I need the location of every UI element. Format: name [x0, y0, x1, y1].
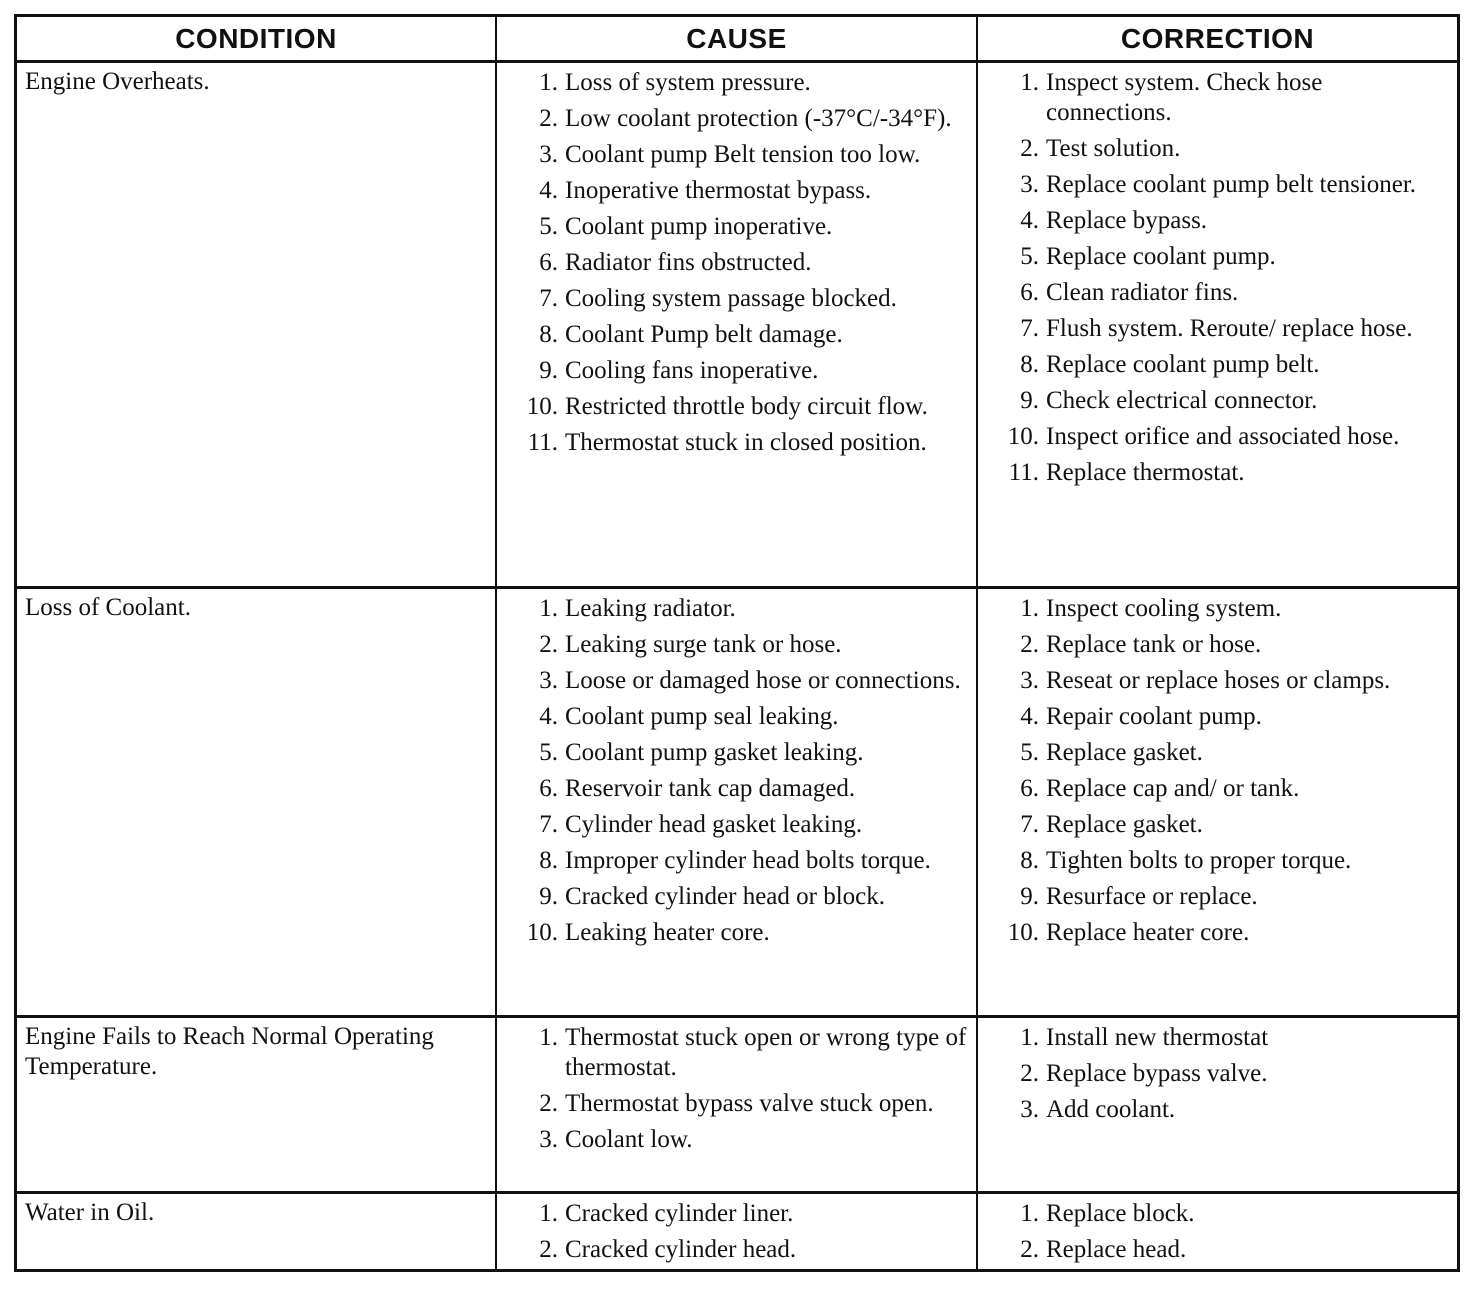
item-number: 10. [1007, 423, 1039, 450]
item-text: Repair coolant pump. [1046, 703, 1262, 730]
item-text: Inoperative thermostat bypass. [565, 177, 872, 204]
correction-cell [978, 1018, 1457, 1194]
correction-cell [978, 1194, 1457, 1269]
item-number: 9. [539, 883, 558, 910]
list-item [497, 1023, 972, 1083]
item-text: Replace block. [1046, 1200, 1195, 1227]
list-item [497, 212, 972, 242]
list-item [978, 1235, 1453, 1265]
list-item [978, 738, 1453, 768]
condition-cell: Loss of Coolant. [17, 589, 497, 1018]
list-item [497, 428, 972, 458]
item-number: 3. [539, 667, 558, 694]
item-text: Inspect cooling system. [1046, 595, 1282, 622]
item-number: 8. [1020, 847, 1039, 874]
list-item [497, 1125, 972, 1155]
item-text: Replace gasket. [1046, 739, 1203, 766]
item-text: Replace thermostat. [1046, 459, 1245, 486]
list-item [978, 1059, 1453, 1089]
item-number: 7. [1020, 811, 1039, 838]
list-item [978, 458, 1453, 488]
list-item [497, 882, 972, 912]
list-item [978, 242, 1453, 272]
item-number: 5. [539, 739, 558, 766]
list-item [978, 846, 1453, 876]
list-item [978, 882, 1453, 912]
cause-cell [497, 589, 978, 1018]
item-number: 1. [1020, 69, 1039, 96]
header-correction: CORRECTION [978, 17, 1457, 63]
list-item [497, 702, 972, 732]
item-number: 3. [1020, 171, 1039, 198]
item-number: 7. [539, 811, 558, 838]
list-item [497, 68, 972, 98]
header-condition: CONDITION [17, 17, 497, 63]
item-number: 1. [1020, 1200, 1039, 1227]
item-number: 5. [1020, 739, 1039, 766]
list-item [497, 1199, 972, 1229]
item-text: Cylinder head gasket leaking. [565, 811, 863, 838]
item-number: 6. [539, 249, 558, 276]
item-text: Coolant pump seal leaking. [565, 703, 839, 730]
list-item [497, 738, 972, 768]
item-text: Replace heater core. [1046, 919, 1250, 946]
item-text: Coolant pump Belt tension too low. [565, 141, 921, 168]
item-text: Cooling fans inoperative. [565, 357, 819, 384]
item-text: Inspect orifice and associated hose. [1046, 423, 1400, 450]
item-text: Coolant pump inoperative. [565, 213, 833, 240]
item-text: Cracked cylinder head or block. [565, 883, 886, 910]
item-text: Cooling system passage blocked. [565, 285, 897, 312]
list-item [978, 810, 1453, 840]
item-number: 2. [539, 1090, 558, 1117]
item-text: Cracked cylinder liner. [565, 1200, 794, 1227]
list-item [978, 702, 1453, 732]
cause-list [497, 1194, 976, 1265]
item-number: 11. [527, 429, 558, 456]
item-number: 9. [1020, 387, 1039, 414]
list-item [978, 918, 1453, 948]
list-item [978, 1023, 1453, 1053]
item-number: 7. [539, 285, 558, 312]
list-item [978, 666, 1453, 696]
item-text: Reservoir tank cap damaged. [565, 775, 856, 802]
item-text: Coolant low. [565, 1126, 693, 1153]
list-item [978, 68, 1453, 128]
item-number: 9. [539, 357, 558, 384]
item-number: 5. [1020, 243, 1039, 270]
item-number: 10. [526, 919, 558, 946]
header-cause: CAUSE [497, 17, 978, 63]
item-text: Radiator fins obstructed. [565, 249, 812, 276]
item-text: Leaking surge tank or hose. [565, 631, 842, 658]
item-text: Replace head. [1046, 1236, 1187, 1263]
item-text: Flush system. Reroute/ replace hose. [1046, 315, 1413, 342]
list-item [978, 134, 1453, 164]
condition-cell: Engine Overheats. [17, 63, 497, 589]
correction-list [978, 1018, 1457, 1125]
cause-list [497, 63, 976, 458]
item-number: 2. [539, 1236, 558, 1263]
item-number: 3. [1020, 667, 1039, 694]
cause-cell [497, 1018, 978, 1194]
item-text: Thermostat bypass valve stuck open. [565, 1090, 934, 1117]
list-item [497, 176, 972, 206]
item-number: 2. [1020, 1060, 1039, 1087]
cause-cell [497, 1194, 978, 1269]
item-number: 2. [1020, 1236, 1039, 1263]
item-number: 6. [1020, 279, 1039, 306]
item-text: Cracked cylinder head. [565, 1236, 797, 1263]
item-number: 2. [539, 105, 558, 132]
item-text: Install new thermostat [1046, 1024, 1269, 1051]
list-item [978, 1199, 1453, 1229]
item-text: Replace cap and/ or tank. [1046, 775, 1300, 802]
item-number: 1. [1020, 1024, 1039, 1051]
item-text: Add coolant. [1046, 1096, 1176, 1123]
item-number: 1. [539, 1200, 558, 1227]
item-number: 3. [1020, 1096, 1039, 1123]
condition-cell: Engine Fails to Reach Normal Operating Temperature. [17, 1018, 497, 1194]
item-number: 4. [1020, 703, 1039, 730]
item-text: Replace bypass. [1046, 207, 1208, 234]
cause-list [497, 1018, 976, 1155]
item-text: Improper cylinder head bolts torque. [565, 847, 931, 874]
list-item [497, 1235, 972, 1265]
item-text: Coolant Pump belt damage. [565, 321, 843, 348]
list-item [978, 314, 1453, 344]
item-text: Thermostat stuck open or wrong type of thermostat. [565, 1024, 967, 1081]
correction-cell [978, 63, 1457, 589]
list-item [497, 140, 972, 170]
list-item [978, 206, 1453, 236]
item-number: 8. [539, 847, 558, 874]
item-number: 3. [539, 1126, 558, 1153]
item-text: Replace bypass valve. [1046, 1060, 1268, 1087]
list-item [497, 810, 972, 840]
item-number: 2. [1020, 135, 1039, 162]
list-item [978, 170, 1453, 200]
item-number: 1. [539, 595, 558, 622]
item-number: 7. [1020, 315, 1039, 342]
item-number: 11. [1008, 459, 1039, 486]
list-item [497, 356, 972, 386]
correction-cell [978, 589, 1457, 1018]
item-text: Loose or damaged hose or connections. [565, 667, 961, 694]
list-item [497, 1089, 972, 1119]
list-item [978, 386, 1453, 416]
list-item [497, 774, 972, 804]
list-item [497, 284, 972, 314]
item-text: Test solution. [1046, 135, 1181, 162]
item-text: Leaking heater core. [565, 919, 770, 946]
item-number: 2. [1020, 631, 1039, 658]
item-text: Coolant pump gasket leaking. [565, 739, 864, 766]
cause-cell [497, 63, 978, 589]
list-item [978, 350, 1453, 380]
item-number: 9. [1020, 883, 1039, 910]
item-number: 4. [1020, 207, 1039, 234]
list-item [978, 774, 1453, 804]
list-item [978, 422, 1453, 452]
item-text: Inspect system. Check hose connections. [1046, 69, 1323, 126]
correction-list [978, 1194, 1457, 1265]
cause-list [497, 589, 976, 948]
item-text: Tighten bolts to proper torque. [1046, 847, 1352, 874]
item-text: Replace gasket. [1046, 811, 1203, 838]
list-item [497, 666, 972, 696]
item-number: 8. [1020, 351, 1039, 378]
item-number: 8. [539, 321, 558, 348]
item-number: 4. [539, 703, 558, 730]
item-number: 1. [1020, 595, 1039, 622]
list-item [497, 846, 972, 876]
list-item [497, 918, 972, 948]
list-item [978, 630, 1453, 660]
list-item [978, 278, 1453, 308]
item-number: 6. [1020, 775, 1039, 802]
item-text: Restricted throttle body circuit flow. [565, 393, 928, 420]
item-text: Replace coolant pump. [1046, 243, 1276, 270]
item-number: 1. [539, 1024, 558, 1051]
item-number: 10. [1007, 919, 1039, 946]
item-number: 1. [539, 69, 558, 96]
list-item [497, 248, 972, 278]
list-item [497, 104, 972, 134]
item-text: Low coolant protection (-37°C/-34°F). [565, 105, 952, 132]
item-text: Resurface or replace. [1046, 883, 1258, 910]
item-number: 10. [526, 393, 558, 420]
diagnosis-table [14, 14, 1460, 1272]
item-number: 3. [539, 141, 558, 168]
item-text: Check electrical connector. [1046, 387, 1318, 414]
item-text: Clean radiator fins. [1046, 279, 1239, 306]
list-item [497, 392, 972, 422]
item-text: Replace tank or hose. [1046, 631, 1262, 658]
item-text: Replace coolant pump belt. [1046, 351, 1320, 378]
list-item [497, 594, 972, 624]
list-item [978, 594, 1453, 624]
correction-list [978, 589, 1457, 948]
item-text: Thermostat stuck in closed position. [565, 429, 927, 456]
list-item [497, 320, 972, 350]
correction-list [978, 63, 1457, 488]
item-text: Loss of system pressure. [565, 69, 811, 96]
item-number: 2. [539, 631, 558, 658]
list-item [978, 1095, 1453, 1125]
list-item [497, 630, 972, 660]
item-number: 5. [539, 213, 558, 240]
item-text: Replace coolant pump belt tensioner. [1046, 171, 1417, 198]
item-number: 6. [539, 775, 558, 802]
item-text: Leaking radiator. [565, 595, 736, 622]
condition-cell: Water in Oil. [17, 1194, 497, 1269]
item-number: 4. [539, 177, 558, 204]
item-text: Reseat or replace hoses or clamps. [1046, 667, 1391, 694]
